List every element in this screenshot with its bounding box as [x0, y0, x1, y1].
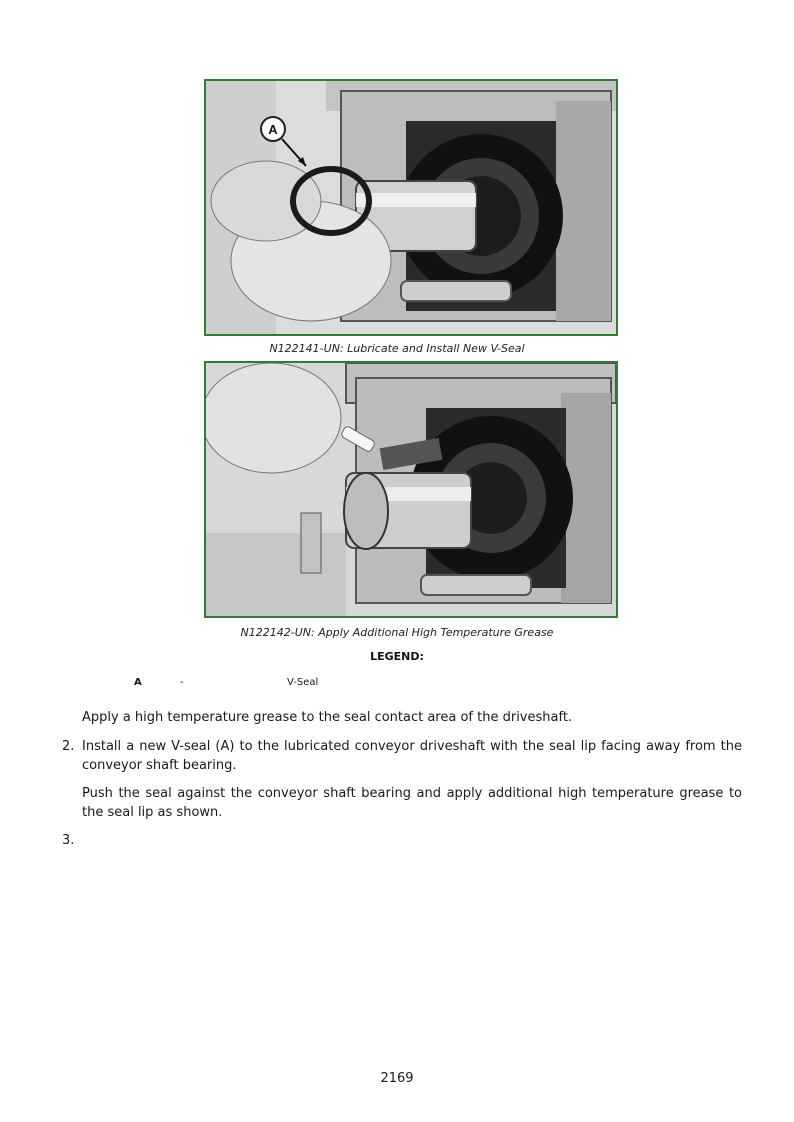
legend-item [0, 677, 794, 693]
legend-separator: - [180, 677, 184, 688]
legend-key: A [134, 677, 142, 688]
callout-label: A [268, 122, 278, 137]
page-number: 2169 [380, 1071, 414, 1086]
figure-install-v-seal [204, 79, 618, 336]
step-2-number: 2. [62, 739, 75, 754]
photo-install-v-seal [206, 81, 616, 334]
step-3-number: 3. [62, 833, 75, 848]
figure-apply-grease [204, 361, 618, 618]
photo-apply-grease [206, 363, 616, 616]
legend-value: V-Seal [287, 677, 319, 688]
step-2-text: Install a new V-seal (A) to the lubricated conveyor driveshaft with the seal lip facing away from the conveyor shaft bearing. [82, 739, 742, 773]
legend-title: LEGEND: [370, 650, 424, 663]
figure-2-caption: N122142-UN: Apply Additional High Temperature Grease [240, 626, 554, 639]
figure-1-caption: N122141-UN: Lubricate and Install New V-Seal [269, 342, 525, 355]
paragraph-apply-grease: Apply a high temperature grease to the seal contact area of the driveshaft. [82, 710, 573, 725]
step-2-detail: Push the seal against the conveyor shaft bearing and apply additional high temperature grease to the seal lip as shown. [82, 786, 742, 820]
